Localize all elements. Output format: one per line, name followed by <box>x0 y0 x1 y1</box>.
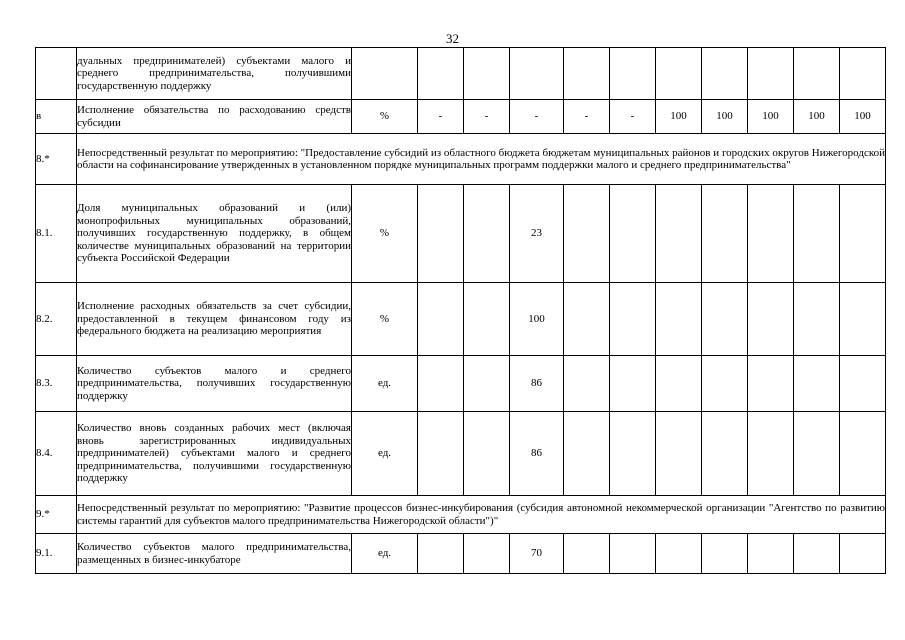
unit-cell: % <box>352 283 418 356</box>
table-row <box>36 100 886 134</box>
value-cell: 100 <box>840 100 886 134</box>
value-cell: 100 <box>748 100 794 134</box>
value-cell: 70 <box>510 534 564 574</box>
unit-cell: ед. <box>352 534 418 574</box>
indicator-name: дуальных предпринимателей) субъектами малого и среднего предпринимательства, получившими государственную поддержку <box>77 48 352 100</box>
row-number: 9.* <box>36 496 77 534</box>
value-cell: - <box>464 100 510 134</box>
table-row <box>36 534 886 574</box>
value-cell: 100 <box>656 100 702 134</box>
indicator-name: Количество субъектов малого предпринимательства, размещенных в бизнес-инкубаторе <box>77 534 352 574</box>
value-cell: 23 <box>510 185 564 283</box>
value-cell: 100 <box>794 100 840 134</box>
value-cell: - <box>564 100 610 134</box>
table-row <box>36 185 886 283</box>
row-number: 9.1. <box>36 534 77 574</box>
indicator-name: Исполнение обязательства по расходованию средств субсидии <box>77 100 352 134</box>
value-cell: 86 <box>510 356 564 412</box>
value-cell: 100 <box>510 283 564 356</box>
row-number: 8.2. <box>36 283 77 356</box>
table-row <box>36 412 886 496</box>
section-text: Непосредственный результат по мероприятию: "Развитие процессов бизнес-инкубирования (субсидия автономной некоммерческой организации "Агентство по развитию системы гарантий для субъектов малого предпринимательства Нижегородской области")" <box>77 496 886 534</box>
unit-cell: ед. <box>352 356 418 412</box>
row-number <box>36 48 77 100</box>
row-number: в <box>36 100 77 134</box>
value-cell: - <box>510 100 564 134</box>
row-number: 8.1. <box>36 185 77 283</box>
table-row <box>36 356 886 412</box>
row-number: 8.4. <box>36 412 77 496</box>
indicators-table <box>35 47 886 574</box>
value-cell: - <box>418 100 464 134</box>
unit-cell: % <box>352 185 418 283</box>
table-row <box>36 283 886 356</box>
value-cell: - <box>610 100 656 134</box>
table-row <box>36 48 886 100</box>
indicator-name: Количество вновь созданных рабочих мест (включая вновь зарегистрированных индивидуальных предпринимателей) субъектами малого и среднего предпринимательства, получившими государственную поддержку <box>77 412 352 496</box>
unit-cell: % <box>352 100 418 134</box>
unit-cell: ед. <box>352 412 418 496</box>
row-number: 8.3. <box>36 356 77 412</box>
indicator-name: Доля муниципальных образований и (или) монопрофильных муниципальных образований, получивших государственную поддержку, в общем количестве муниципальных образований на территории субъекта Российской Федерации <box>77 185 352 283</box>
indicator-name: Исполнение расходных обязательств за счет субсидии, предоставленной в текущем финансовом году из федерального бюджета на реализацию мероприятия <box>77 283 352 356</box>
section-row <box>36 496 886 534</box>
value-cell: 86 <box>510 412 564 496</box>
indicator-name: Количество субъектов малого и среднего предпринимательства, получивших государственную поддержку <box>77 356 352 412</box>
section-row <box>36 134 886 185</box>
value-cell: 100 <box>702 100 748 134</box>
page-number: 32 <box>446 31 459 46</box>
section-text: Непосредственный результат по мероприятию: "Предоставление субсидий из областного бюджета бюджетам муниципальных районов и городских округов Нижегородской области на софинансирование утвержденных в установленном порядке муниципальных программ поддержки малого и среднего предпринимательства" <box>77 134 886 185</box>
row-number: 8.* <box>36 134 77 185</box>
